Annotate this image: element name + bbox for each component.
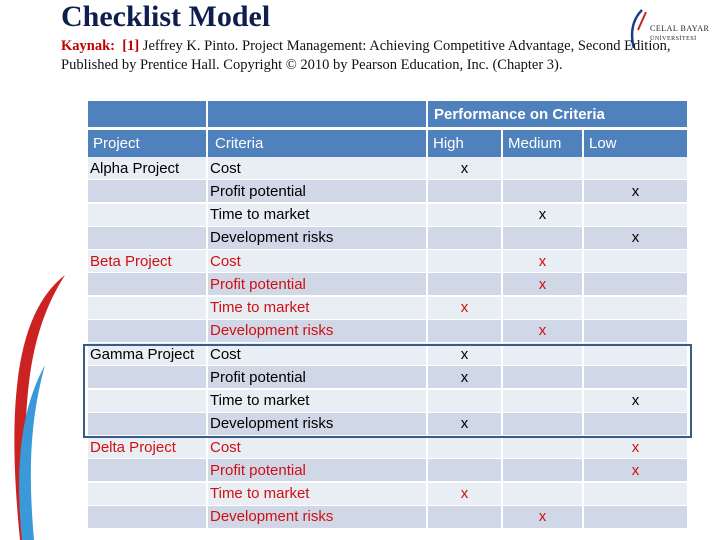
criteria-cell: Development risks [208,227,426,249]
logo-line1: CELAL BAYAR [650,24,710,33]
criteria-cell: Cost [208,157,426,179]
project-cell: Alpha Project [88,157,206,179]
column-header-high: High [428,130,501,157]
rating-cell: x [503,204,582,226]
criteria-cell: Profit potential [208,180,426,202]
column-header-medium: Medium [503,130,582,157]
rating-cell [428,320,501,342]
rating-cell [584,157,687,179]
criteria-cell: Development risks [208,506,426,528]
rating-cell: x [503,273,582,295]
rating-cell: x [428,157,501,179]
column-header-criteria: Criteria [208,130,426,157]
rating-cell [503,227,582,249]
rating-cell [428,227,501,249]
rating-cell [584,250,687,272]
rating-cell [503,436,582,458]
header-blank [88,101,206,127]
rating-cell [503,157,582,179]
rating-cell: x [503,250,582,272]
rating-cell [584,273,687,295]
source-citation [61,37,691,75]
rating-cell [428,204,501,226]
page-title: Checklist Model [61,0,271,33]
project-cell [88,483,206,505]
gamma-highlight-box [83,344,692,438]
rating-cell [503,297,582,319]
project-cell [88,297,206,319]
criteria-cell: Cost [208,436,426,458]
criteria-cell: Development risks [208,413,426,435]
criteria-cell: Time to market [208,390,426,412]
rating-cell: x [428,413,501,435]
project-cell: Gamma Project [88,343,206,365]
criteria-cell: Time to market [208,297,426,319]
criteria-cell: Time to market [208,204,426,226]
rating-cell [584,320,687,342]
logo-line2: ÜNİVERSİTESİ [650,36,697,42]
rating-cell: x [428,483,501,505]
source-label: Kaynak: [61,38,115,54]
project-cell: Beta Project [88,250,206,272]
rating-cell: x [428,366,501,388]
rating-cell: x [584,459,687,481]
rating-cell [428,459,501,481]
criteria-cell: Profit potential [208,366,426,388]
project-cell [88,180,206,202]
rating-cell [584,204,687,226]
header-blank [208,101,426,127]
rating-cell [503,459,582,481]
column-header-low: Low [584,130,687,157]
project-cell: Delta Project [88,436,206,458]
source-ref: [1] [122,38,140,54]
source-text: Jeffrey K. Pinto. Project Management: Achieving Competitive Advantage, Second Edition, Published by Prentice Hall. Copyright © 2010 by Pearson Education, Inc. (Chapter 3). [61,38,671,73]
project-cell [88,227,206,249]
column-header-project: Project [88,130,206,157]
criteria-cell: Profit potential [208,273,426,295]
project-cell [88,320,206,342]
criteria-cell: Development risks [208,320,426,342]
rating-cell [503,180,582,202]
rating-cell [428,250,501,272]
rating-cell: x [584,227,687,249]
criteria-cell: Profit potential [208,459,426,481]
decorative-swoosh-icon [0,270,70,540]
group-header: Performance on Criteria [428,101,687,127]
rating-cell [503,483,582,505]
rating-cell [428,506,501,528]
rating-cell: x [584,390,687,412]
rating-cell [428,273,501,295]
rating-cell: x [503,506,582,528]
rating-cell: x [428,297,501,319]
rating-cell: x [503,320,582,342]
project-cell [88,506,206,528]
project-cell [88,273,206,295]
criteria-cell: Cost [208,250,426,272]
rating-cell: x [584,436,687,458]
project-cell [88,204,206,226]
rating-cell: x [584,180,687,202]
criteria-cell: Time to market [208,483,426,505]
rating-cell: x [428,343,501,365]
rating-cell [428,436,501,458]
project-cell [88,459,206,481]
rating-cell [584,506,687,528]
rating-cell [584,483,687,505]
rating-cell [584,297,687,319]
criteria-cell: Cost [208,343,426,365]
rating-cell [428,180,501,202]
